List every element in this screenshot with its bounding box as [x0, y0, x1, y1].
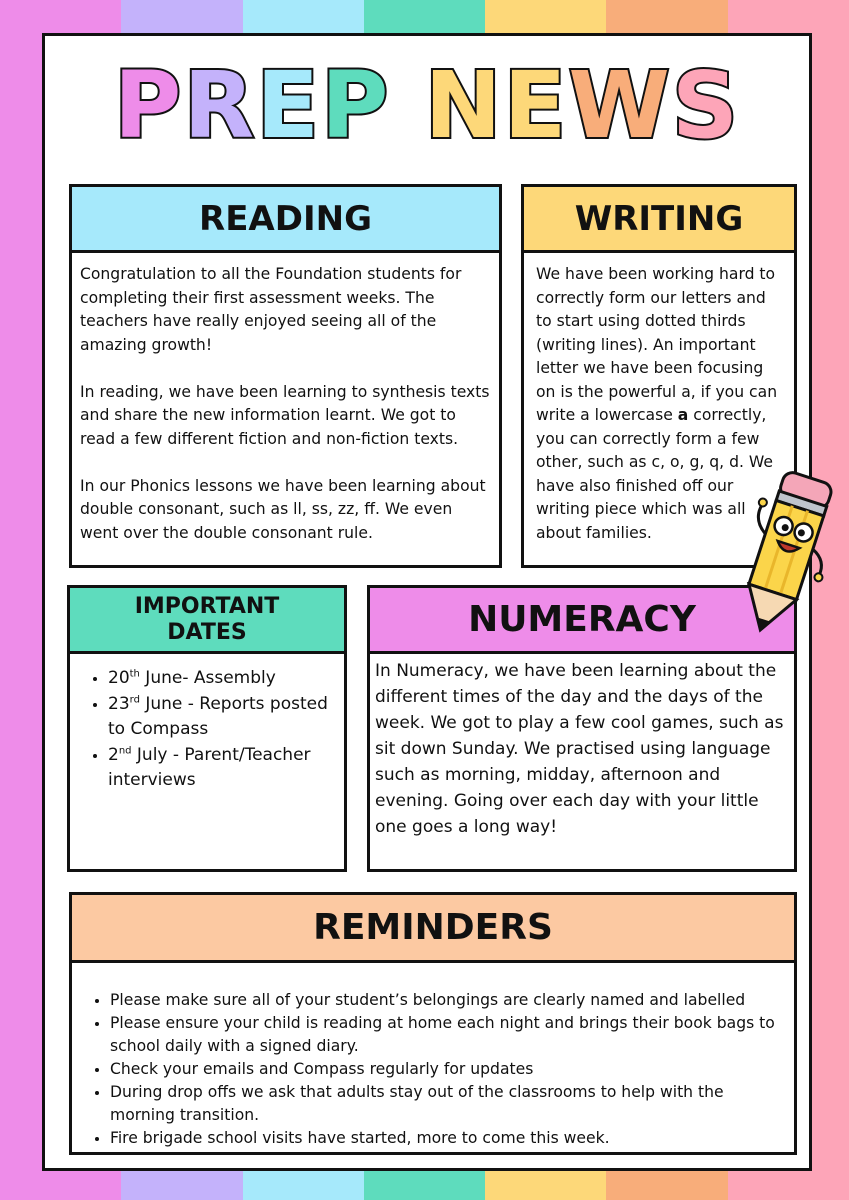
date-day: 23 [108, 693, 130, 714]
numeracy-body: In Numeracy, we have been learning about the different times of the day and the days of the week. We got to play a few cool games, such as sit down Sunday. We practised using language such as morning, midday, afternoon and evening. Going over each day with your little one goes a long way! [375, 661, 784, 837]
newsletter-page [42, 33, 812, 1171]
writing-text: We have been working hard to correctly form our letters and to start using dotted thirds (writing lines). An important letter we have been focusing on is the powerful a, if you can write a lowercase [536, 265, 778, 424]
date-suffix: nd [118, 744, 132, 756]
important-dates-heading [70, 588, 344, 654]
date-day: 2 [108, 744, 119, 765]
heading-line: IMPORTANT [134, 593, 280, 619]
title-letter: S [671, 52, 741, 159]
date-day: 20 [108, 668, 130, 688]
writing-text: correctly, you can correctly form a few other, such as c, o, g, q, d. We have also finished off our writing piece which was all about families. [536, 406, 773, 542]
writing-bold-letter: a [677, 406, 689, 424]
reminders-body [72, 963, 794, 1150]
reminder-item: • Please make sure all of your student’s belongings are clearly named and labelled [110, 989, 784, 1012]
reminders-section [69, 892, 797, 1155]
title-letter: P [113, 52, 184, 159]
reading-paragraph: In reading, we have been learning to synthesis texts and share the new information learnt. We got to read a few different fiction and non-fiction texts. [80, 382, 490, 448]
reading-section [69, 184, 502, 568]
newsletter-title [45, 52, 809, 159]
date-item [108, 666, 336, 692]
reminder-item: • Please ensure your child is reading at home each night and brings their book bags to school daily with a signed diary. [110, 1012, 784, 1058]
reading-paragraph: Congratulation to all the Foundation students for completing their first assessment weeks. The teachers have really enjoyed seeing all of the amazing growth! [80, 265, 462, 354]
reminder-item: • Check your emails and Compass regularly for updates [110, 1058, 784, 1081]
date-text: June - Reports posted to Compass [108, 693, 328, 739]
date-text: June- Assembly [139, 668, 276, 688]
date-item [108, 692, 336, 743]
title-letter: E [256, 52, 322, 159]
date-text: July - Parent/Teacher interviews [108, 744, 311, 790]
writing-heading: WRITING [524, 187, 794, 253]
dates-list [108, 666, 336, 794]
important-dates-section [67, 585, 347, 872]
title-letter: R [183, 52, 257, 159]
important-dates-body [70, 654, 344, 794]
pencil-mascot-icon [731, 456, 841, 646]
heading-line: DATES [167, 619, 247, 645]
reminders-list [110, 989, 784, 1150]
date-suffix: th [129, 668, 140, 680]
reading-paragraph: In our Phonics lessons we have been learning about double consonant, such as ll, ss, zz, ff. We even went over the double consonant rule. [80, 476, 486, 542]
title-letter: P [321, 52, 391, 159]
date-item [108, 743, 336, 794]
numeracy-heading: NUMERACY [370, 588, 794, 654]
reminder-item: • During drop offs we ask that adults stay out of the classrooms to help with the morning transition. [110, 1081, 784, 1127]
title-letter: W [568, 52, 672, 159]
date-suffix: rd [129, 693, 140, 705]
title-letter: E [503, 52, 569, 159]
reading-body [72, 253, 499, 545]
reading-heading: READING [72, 187, 499, 253]
reminders-heading: REMINDERS [72, 895, 794, 963]
reminder-item: • Fire brigade school visits have started, more to come this week. [110, 1127, 784, 1150]
title-letter: N [424, 52, 504, 159]
